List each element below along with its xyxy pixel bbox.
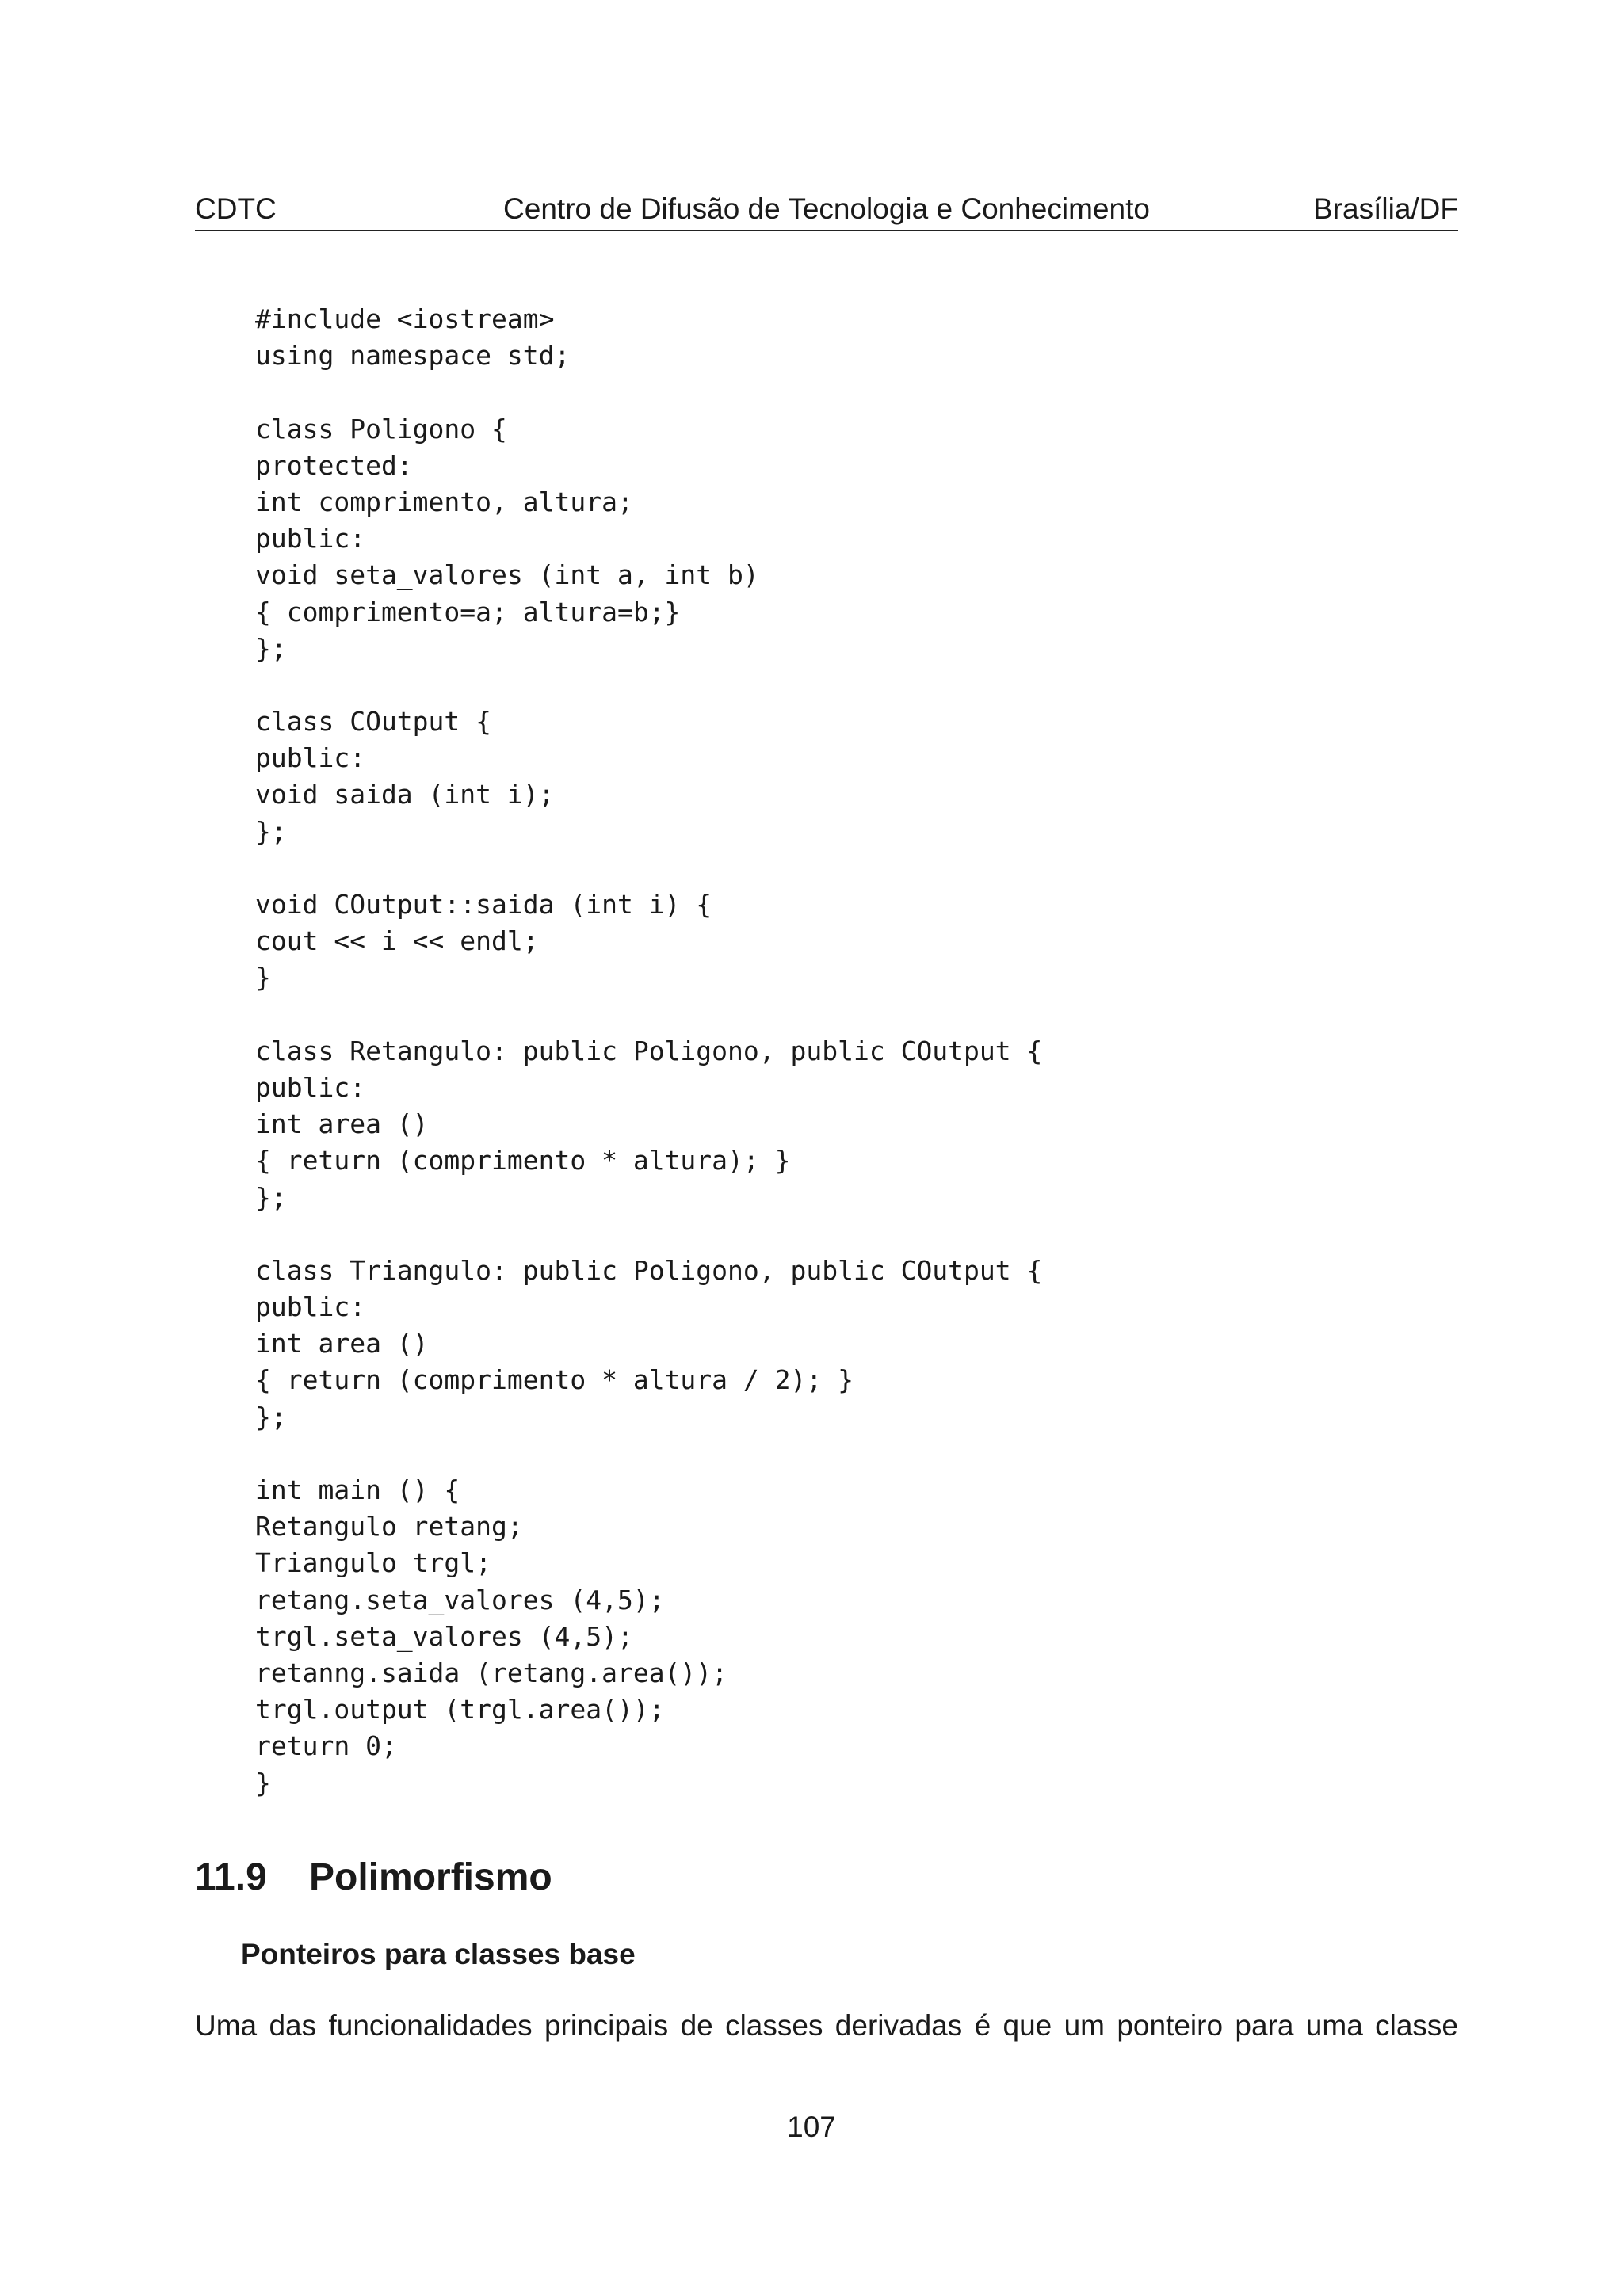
page-number: 107 <box>787 2111 836 2143</box>
code-line: void seta_valores (int a, int b) <box>255 559 759 591</box>
code-line: void COutput::saida (int i) { <box>255 889 712 920</box>
code-line: trgl.output (trgl.area()); <box>255 1694 665 1726</box>
code-line: retang.seta_valores (4,5); <box>255 1584 665 1615</box>
body-paragraph: Uma das funcionalidades principais de classes derivadas é que um ponteiro para uma classe <box>195 2009 1458 2042</box>
code-line: class Retangulo: public Poligono, public COutput { <box>255 1035 1043 1066</box>
code-line: int main () { <box>255 1474 460 1505</box>
code-line: { return (comprimento * altura); } <box>255 1145 791 1177</box>
code-line <box>255 667 1042 704</box>
code-line: protected: <box>255 449 413 481</box>
code-line: trgl.seta_valores (4,5); <box>255 1620 633 1652</box>
subsection-heading: Ponteiros para classes base <box>241 1938 636 1970</box>
code-listing <box>255 301 1042 1802</box>
header-center-text: Centro de Difusão de Tecnologia e Conhecimento <box>503 193 1150 225</box>
code-line <box>255 1436 1042 1472</box>
section-heading <box>195 1854 552 1901</box>
code-line: }; <box>255 632 287 664</box>
code-line: } <box>255 962 271 994</box>
code-line: #include <iostream> <box>255 303 555 334</box>
code-line: class COutput { <box>255 706 492 738</box>
code-line: }; <box>255 815 287 847</box>
code-line: int area () <box>255 1108 429 1140</box>
code-line: cout << i << endl; <box>255 925 539 957</box>
code-line: }; <box>255 1401 287 1432</box>
code-line: public: <box>255 742 366 774</box>
code-line: }; <box>255 1181 287 1213</box>
section-number: 11.9 <box>195 1856 267 1898</box>
code-line: public: <box>255 1291 366 1323</box>
code-line: { return (comprimento * altura / 2); } <box>255 1364 854 1396</box>
code-line: using namespace std; <box>255 340 571 372</box>
header-left-text: CDTC <box>195 193 277 225</box>
code-line: int comprimento, altura; <box>255 486 633 517</box>
code-line <box>255 850 1042 887</box>
code-line: public: <box>255 523 366 555</box>
code-line: public: <box>255 1071 366 1103</box>
code-line: void saida (int i); <box>255 779 555 810</box>
code-line: } <box>255 1767 271 1798</box>
code-line: class Poligono { <box>255 413 507 444</box>
code-line <box>255 997 1042 1033</box>
header-right-text: Brasília/DF <box>1313 193 1458 225</box>
section-title: Polimorfismo <box>309 1856 552 1898</box>
code-line: retanng.saida (retang.area()); <box>255 1657 728 1688</box>
code-line: return 0; <box>255 1730 397 1762</box>
code-line <box>255 1216 1042 1253</box>
code-line: int area () <box>255 1328 429 1360</box>
running-header <box>195 189 1458 231</box>
code-line: class Triangulo: public Poligono, public COutput { <box>255 1254 1043 1286</box>
code-line: Triangulo trgl; <box>255 1547 492 1579</box>
code-line <box>255 374 1042 410</box>
code-line: { comprimento=a; altura=b;} <box>255 596 681 627</box>
code-line: Retangulo retang; <box>255 1511 523 1543</box>
